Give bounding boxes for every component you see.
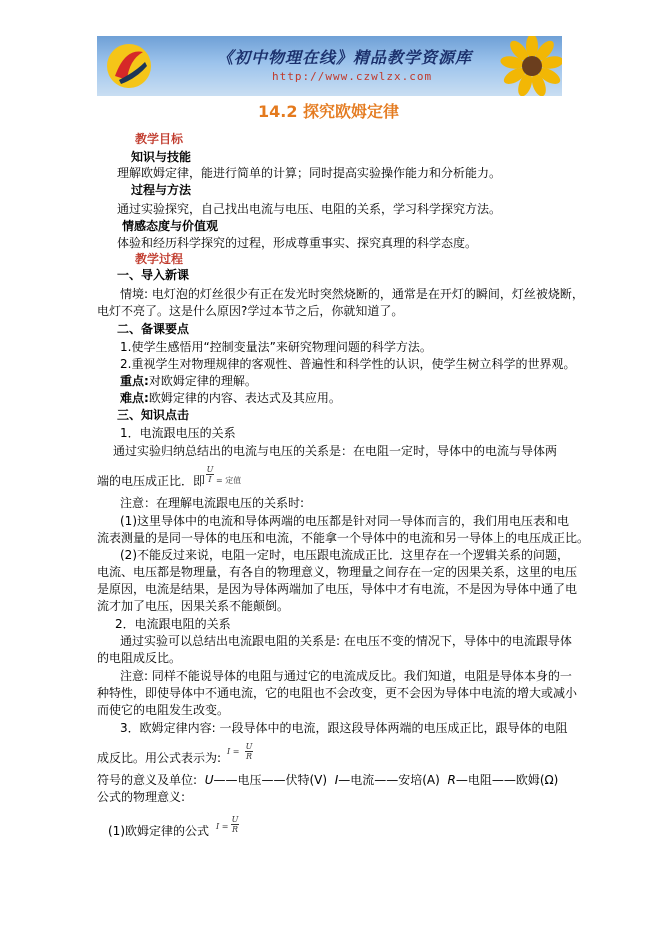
paragraph-intro-line2: 电灯不亮了。这是什么原因?学过本节之后，你就知道了。	[97, 304, 404, 318]
section-prep: 二、备课要点	[117, 322, 190, 336]
difficult-text: 欧姆定律的内容、表达式及其应用。	[148, 391, 341, 405]
section-intro: 一、导入新课	[117, 268, 190, 282]
symbol-i: I	[334, 773, 339, 787]
k2-title: 2．电流跟电阻的关系	[115, 617, 231, 631]
note1-b-line2: 电流、电压都是物理量，有各自的物理意义，物理量之间存在一定的因果关系，这里的电压	[97, 565, 578, 579]
k2-paragraph-line1: 通过实验可以总结出电流跟电阻的关系是: 在电压不变的情况下，导体中的电流跟导体	[120, 634, 572, 648]
heading-teaching-process: 教学过程	[135, 252, 184, 266]
k1-formula-rhs: = 定值	[216, 476, 242, 485]
subheading-knowledge: 知识与技能	[131, 150, 192, 164]
k3-line1: 3．欧姆定律内容: 一段导体中的电流，跟这段导体两端的电压成正比，跟导体的电阻	[120, 721, 568, 735]
paragraph-intro-line1: 情境: 电灯泡的灯丝很少有正在发光时突然烧断的，通常是在开灯的瞬间，灯丝被烧断，	[120, 287, 584, 301]
item1-formula-numerator: U	[231, 815, 239, 824]
note2-line1: 注意: 同样不能说导体的电阻与通过它的电流成反比。我们知道，电阻是导体本身的一	[120, 669, 572, 683]
k3-formula-denominator: R	[245, 752, 253, 761]
k1-formula-numerator: U	[206, 465, 214, 474]
k3-formula-numerator: U	[245, 742, 253, 751]
note1-a-line2: 流表测量的是同一导体的电压和电流，不能拿一个导体中的电流和另一导体上的电压成正比。	[97, 531, 590, 545]
k3-formula-fraction	[245, 742, 253, 761]
heading-teaching-goals: 教学目标	[135, 132, 184, 146]
key-point	[120, 373, 257, 389]
k3-formula-lhs: I =	[227, 747, 240, 756]
section-knowledge-points: 三、知识点击	[117, 408, 190, 422]
header-banner	[97, 36, 562, 96]
note1-b-line1: (2)不能反过来说，电阻一定时，电压跟电流成正比．这里存在一个逻辑关系的问题，	[120, 548, 570, 562]
symbol-u-text: ——电压——伏特(V)	[213, 773, 328, 787]
paragraph-process: 通过实验探究，自己找出电流与电压、电阻的关系，学习科学探究方法。	[117, 202, 502, 216]
k2-paragraph-line2: 的电阻成反比。	[97, 651, 182, 665]
paragraph-attitude: 体验和经历科学探究的过程，形成尊重事实、探究真理的科学态度。	[117, 236, 478, 250]
subheading-attitude: 情感态度与价值观	[122, 219, 219, 233]
item1-formula-lhs: I =	[216, 822, 229, 831]
symbols-line	[97, 772, 558, 788]
k1-paragraph-line2: 端的电压成正比．即	[97, 474, 206, 488]
k1-title: 1．电流跟电压的关系	[120, 426, 236, 440]
site-logo-icon	[105, 42, 153, 90]
item1-text: (1)欧姆定律的公式	[108, 824, 209, 838]
symbol-r-text: —电阻——欧姆(Ω)	[455, 773, 559, 787]
document-title: 14.2 探究欧姆定律	[258, 102, 400, 121]
note1-a-line1: (1)这里导体中的电流和导体两端的电压都是针对同一导体而言的，我们用电压表和电	[120, 514, 570, 528]
note1-b-line4: 流才加了电压，因果关系不能颠倒。	[97, 599, 290, 613]
k1-paragraph-line1: 通过实验归纳总结出的电流与电压的关系是：在电阻一定时，导体中的电流与导体两	[113, 444, 558, 458]
sunflower-icon	[492, 36, 562, 96]
note2-line2: 种特性，即使导体中不通电流，它的电阻也不会改变，更不会因为导体中电流的增大或减小	[97, 686, 578, 700]
difficult-point	[120, 390, 341, 406]
item1-formula-fraction	[231, 815, 239, 834]
banner-url[interactable]: http://www.czwlzx.com	[272, 70, 433, 83]
key-text: 对欧姆定律的理解。	[148, 374, 257, 388]
note1-b-line3: 是原因，电流是结果，是因为导体两端加了电压，导体中才有电流，不是因为导体中通了电	[97, 582, 578, 596]
physical-meaning: 公式的物理意义:	[97, 790, 186, 804]
difficult-label: 难点:	[120, 391, 149, 405]
key-label: 重点:	[120, 374, 149, 388]
k1-formula-denominator: I	[208, 475, 212, 484]
k1-formula-fraction	[206, 465, 214, 484]
paragraph-knowledge: 理解欧姆定律，能进行简单的计算；同时提高实验操作能力和分析能力。	[117, 166, 502, 180]
subheading-process: 过程与方法	[131, 183, 192, 197]
item1-formula-denominator: R	[231, 825, 239, 834]
prep-point-1: 1.使学生感悟用“控制变量法”来研究物理问题的科学方法。	[120, 340, 432, 354]
note1-title: 注意：在理解电流跟电压的关系时:	[120, 496, 305, 510]
symbol-r: R	[447, 773, 456, 787]
prep-point-2: 2.重视学生对物理规律的客观性、普遍性和科学性的认识，使学生树立科学的世界观。	[120, 357, 576, 371]
banner-title: 《初中物理在线》精品教学资源库	[217, 48, 473, 67]
note2-line3: 而使它的电阻发生改变。	[97, 703, 230, 717]
symbol-i-text: —电流——安培(A)	[338, 773, 440, 787]
k3-line2: 成反比。用公式表示为:	[97, 751, 222, 765]
symbols-intro: 符号的意义及单位:	[97, 773, 198, 787]
symbol-u: U	[204, 773, 214, 787]
